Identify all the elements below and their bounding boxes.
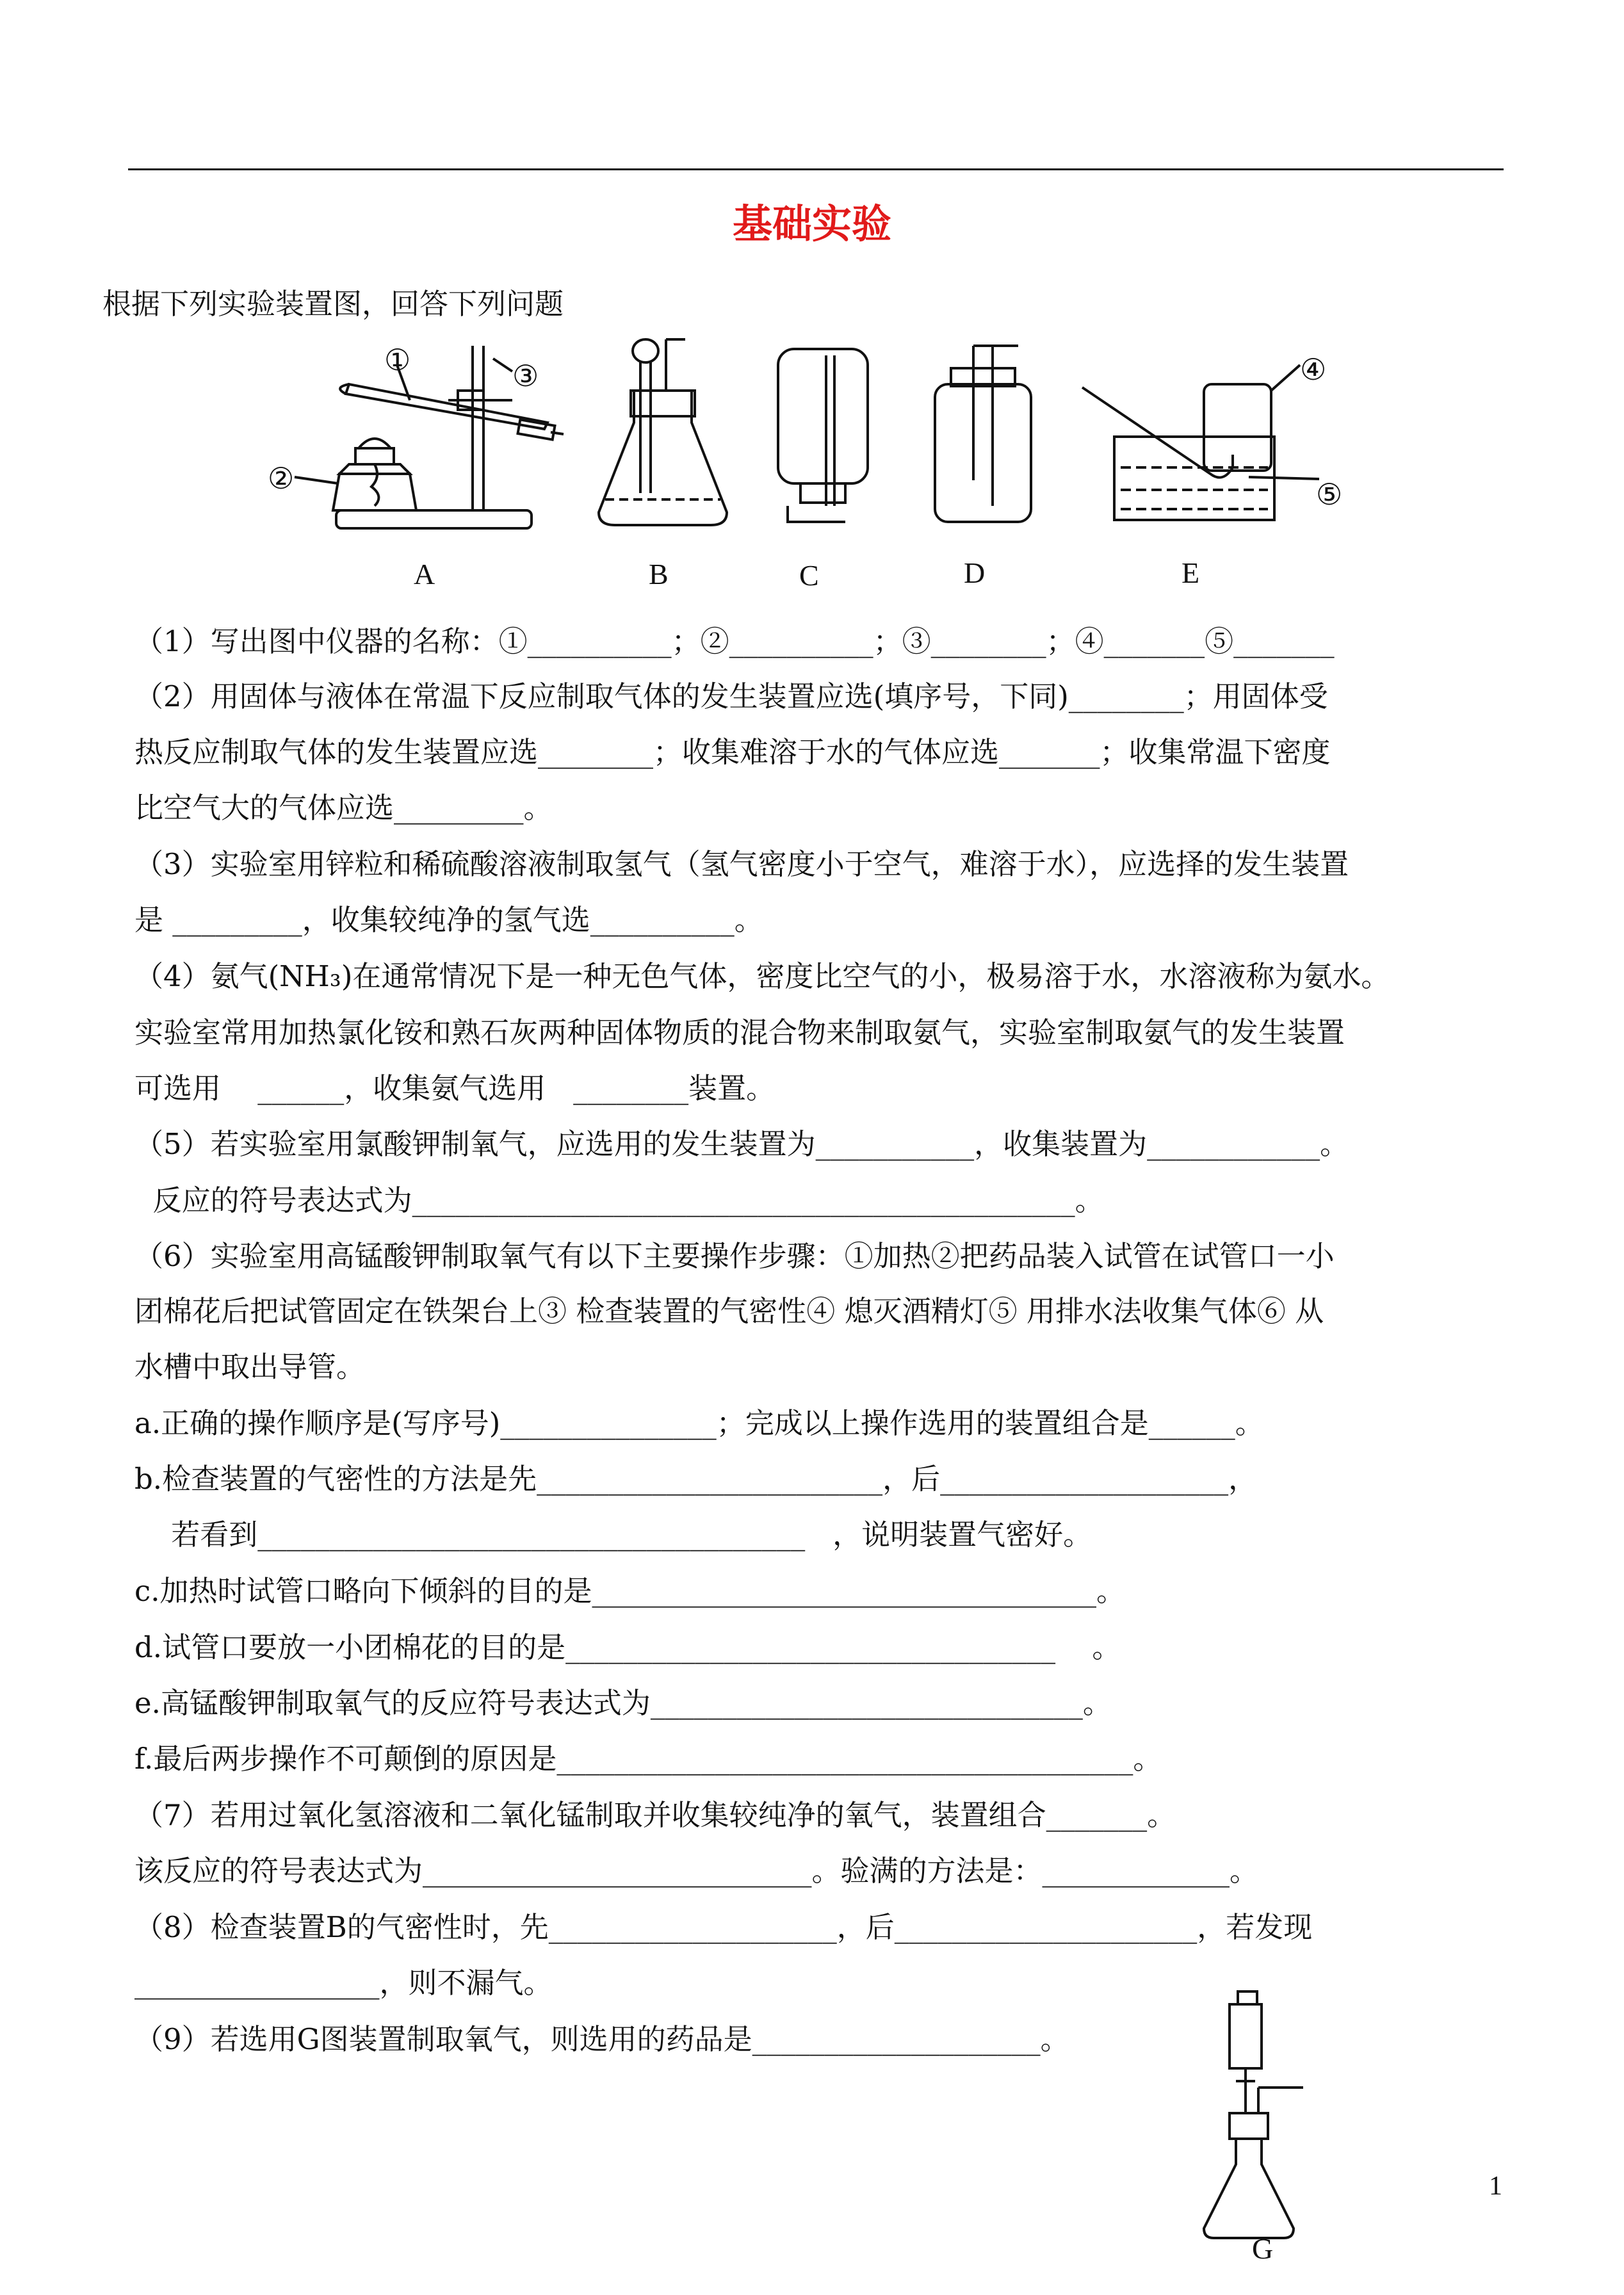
q4-line2: 实验室常用加热氯化铵和熟石灰两种固体物质的混合物来制取氨气，实验室制取氨气的发生装置 bbox=[134, 1016, 1345, 1050]
q6-b2: 若看到______________________________________ ，说明装置气密好。 bbox=[134, 1518, 1092, 1552]
q4-line3: 可选用 ______，收集氨气选用 ________装置。 bbox=[134, 1071, 775, 1105]
q6-a: a.正确的操作顺序是(写序号)_______________；完成以上操作选用的装置组合是______。 bbox=[134, 1406, 1264, 1440]
label-n1: ① bbox=[384, 344, 411, 377]
header-rule bbox=[128, 168, 1504, 170]
q4-line1: （4）氨气(NH₃)在通常情况下是一种无色气体，密度比空气的小，极易溶于水，水溶液称为氨水。 bbox=[134, 959, 1390, 993]
label-B: B bbox=[649, 558, 669, 590]
label-A: A bbox=[414, 558, 435, 590]
page-title: 基础实验 bbox=[732, 200, 891, 247]
label-G: G bbox=[1252, 2232, 1274, 2265]
q6-e: e.高锰酸钾制取氧气的反应符号表达式为______________________________。 bbox=[134, 1686, 1112, 1720]
q9-line: （9）若选用G图装置制取氧气，则选用的药品是____________________。 bbox=[134, 2022, 1069, 2056]
q2-line1: （2）用固体与液体在常温下反应制取气体的发生装置应选(填序号，下同)________；用固体受 bbox=[134, 679, 1328, 713]
label-n4: ④ bbox=[1300, 353, 1327, 386]
q5-line2: 反应的符号表达式为______________________________________________。 bbox=[134, 1183, 1104, 1217]
q8-line1: （8）检查装置B的气密性时，先____________________，后_____________________，若发现 bbox=[134, 1910, 1313, 1944]
q6-line3: 水槽中取出导管。 bbox=[134, 1350, 366, 1384]
q3-line2: 是 _________，收集较纯净的氢气选__________。 bbox=[134, 903, 763, 937]
label-E: E bbox=[1181, 556, 1200, 589]
q5-line1: （5）若实验室用氯酸钾制氧气，应选用的发生装置为___________，收集装置为____________。 bbox=[134, 1127, 1349, 1161]
q6-line1: （6）实验室用高锰酸钾制取氧气有以下主要操作步骤：①加热②把药品装入试管在试管口一小 bbox=[134, 1239, 1335, 1273]
q7-line1: （7）若用过氧化氢溶液和二氧化锰制取并收集较纯净的氧气，装置组合_______。 bbox=[134, 1798, 1176, 1832]
intro-text: 根据下列实验装置图，回答下列问题 bbox=[102, 287, 564, 321]
q8-line2: _________________，则不漏气。 bbox=[134, 1966, 553, 2000]
label-n3: ③ bbox=[512, 360, 539, 393]
label-n2: ② bbox=[268, 462, 295, 495]
q1-line: （1）写出图中仪器的名称：①__________；②__________；③________；④_______⑤_______ bbox=[134, 624, 1335, 658]
q6-line2: 团棉花后把试管固定在铁架台上③ 检查装置的气密性④ 熄灭酒精灯⑤ 用排水法收集气体⑥ 从 bbox=[134, 1294, 1324, 1328]
label-D: D bbox=[964, 556, 986, 589]
q6-b: b.检查装置的气密性的方法是先________________________，后____________________， bbox=[134, 1462, 1258, 1496]
q2-line2: 热反应制取气体的发生装置应选________；收集难溶于水的气体应选_______；收集常温下密度 bbox=[134, 735, 1331, 769]
q6-f: f.最后两步操作不可颠倒的原因是________________________________________。 bbox=[134, 1742, 1162, 1776]
label-C: C bbox=[799, 559, 819, 592]
q2-line3: 比空气大的气体应选_________。 bbox=[134, 791, 553, 825]
q6-d: d.试管口要放一小团棉花的目的是__________________________________ 。 bbox=[134, 1630, 1121, 1664]
q3-line1: （3）实验室用锌粒和稀硫酸溶液制取氢气（氢气密度小于空气，难溶于水），应选择的发生装置 bbox=[134, 847, 1349, 881]
q6-c: c.加热时试管口略向下倾斜的目的是___________________________________。 bbox=[134, 1574, 1126, 1608]
page-number: 1 bbox=[1489, 2171, 1502, 2201]
q7-line2: 该反应的符号表达式为___________________________。验满的方法是：_____________。 bbox=[134, 1854, 1259, 1888]
label-n5: ⑤ bbox=[1316, 478, 1343, 511]
apparatus-g-figure bbox=[1185, 1985, 1377, 2241]
